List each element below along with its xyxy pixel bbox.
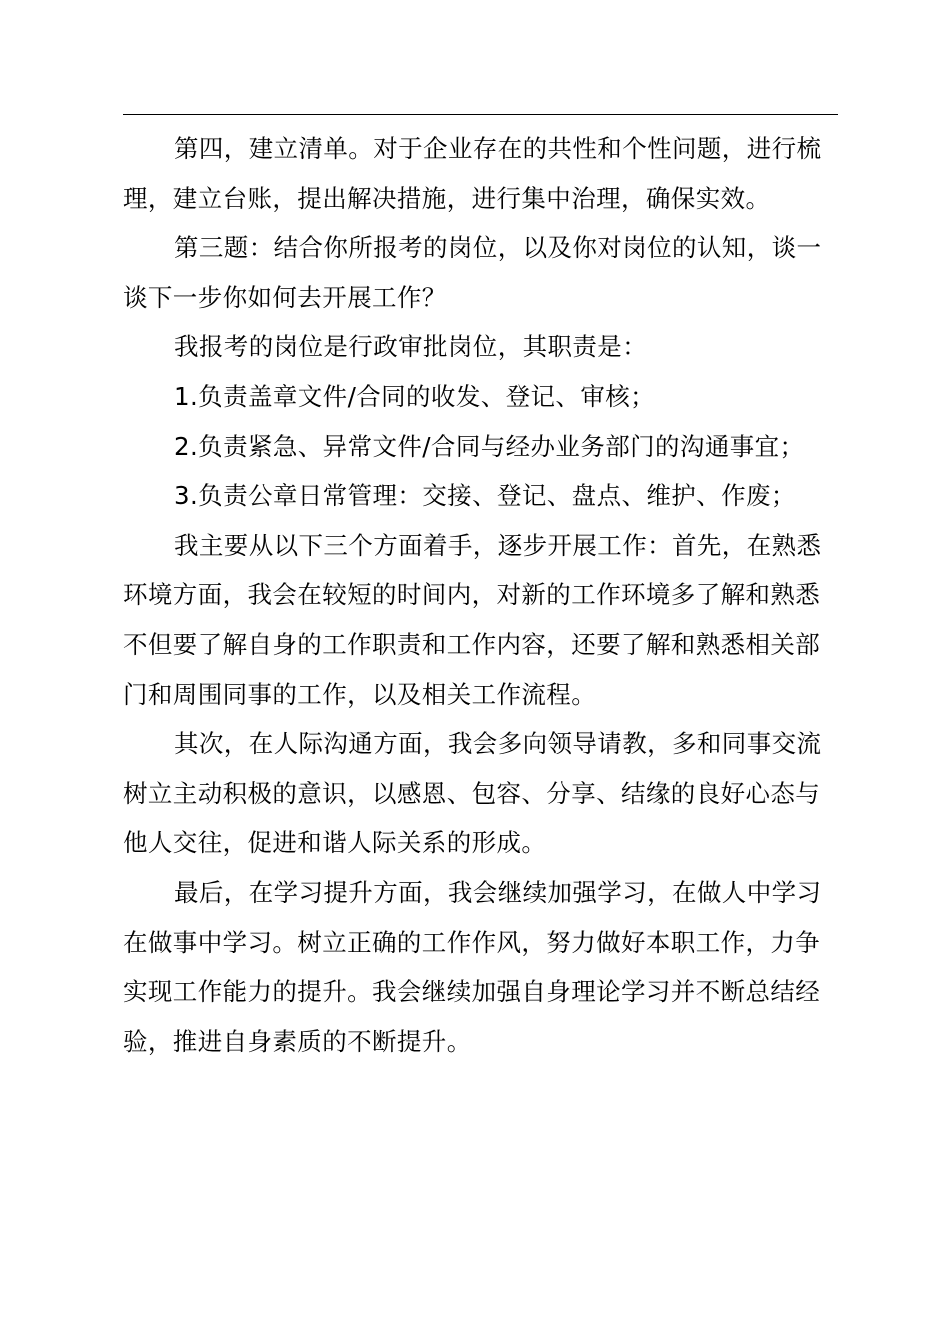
text-line: 最后，在学习提升方面，我会继续加强学习，在做人中学习 <box>174 877 822 907</box>
question-heading-continued: 谈下一步你如何去开展工作？ <box>123 282 447 312</box>
text-line: 他人交往，促进和谐人际关系的形成。 <box>123 828 547 858</box>
text-line: 在做事中学习。树立正确的工作作风，努力做好本职工作，力争 <box>123 927 821 957</box>
document-body <box>123 124 838 1066</box>
text-line: 实现工作能力的提升。我会继续加强自身理论学习并不断总结经 <box>123 977 821 1007</box>
header-divider <box>123 114 838 115</box>
text-line: 环境方面，我会在较短的时间内，对新的工作环境多了解和熟悉 <box>123 580 821 610</box>
text-line: 门和周围同事的工作，以及相关工作流程。 <box>123 679 597 709</box>
question-heading: 第三题：结合你所报考的岗位，以及你对岗位的认知，谈一 <box>174 233 822 263</box>
text-line: 树立主动积极的意识，以感恩、包容、分享、结缘的良好心态与 <box>123 778 821 808</box>
text-line: 我主要从以下三个方面着手，逐步开展工作：首先，在熟悉 <box>174 530 822 560</box>
text-line: 其次，在人际沟通方面，我会多向领导请教，多和同事交流 <box>174 729 822 759</box>
duty-item-1: 1.负责盖章文件/合同的收发、登记、审核； <box>174 381 656 411</box>
text-line: 验，推进自身素质的不断提升。 <box>123 1026 472 1056</box>
text-line: 不但要了解自身的工作职责和工作内容，还要了解和熟悉相关部 <box>123 629 821 659</box>
text-line: 第四，建立清单。对于企业存在的共性和个性问题，进行梳 <box>174 134 822 163</box>
duty-item-2: 2.负责紧急、异常文件/合同与经办业务部门的沟通事宜； <box>174 431 805 461</box>
duty-item-3: 3.负责公章日常管理：交接、登记、盘点、维护、作废； <box>174 481 796 511</box>
text-line: 理，建立台账，提出解决措施，进行集中治理，确保实效。 <box>123 183 771 213</box>
text-line: 我报考的岗位是行政审批岗位，其职责是： <box>174 332 648 362</box>
